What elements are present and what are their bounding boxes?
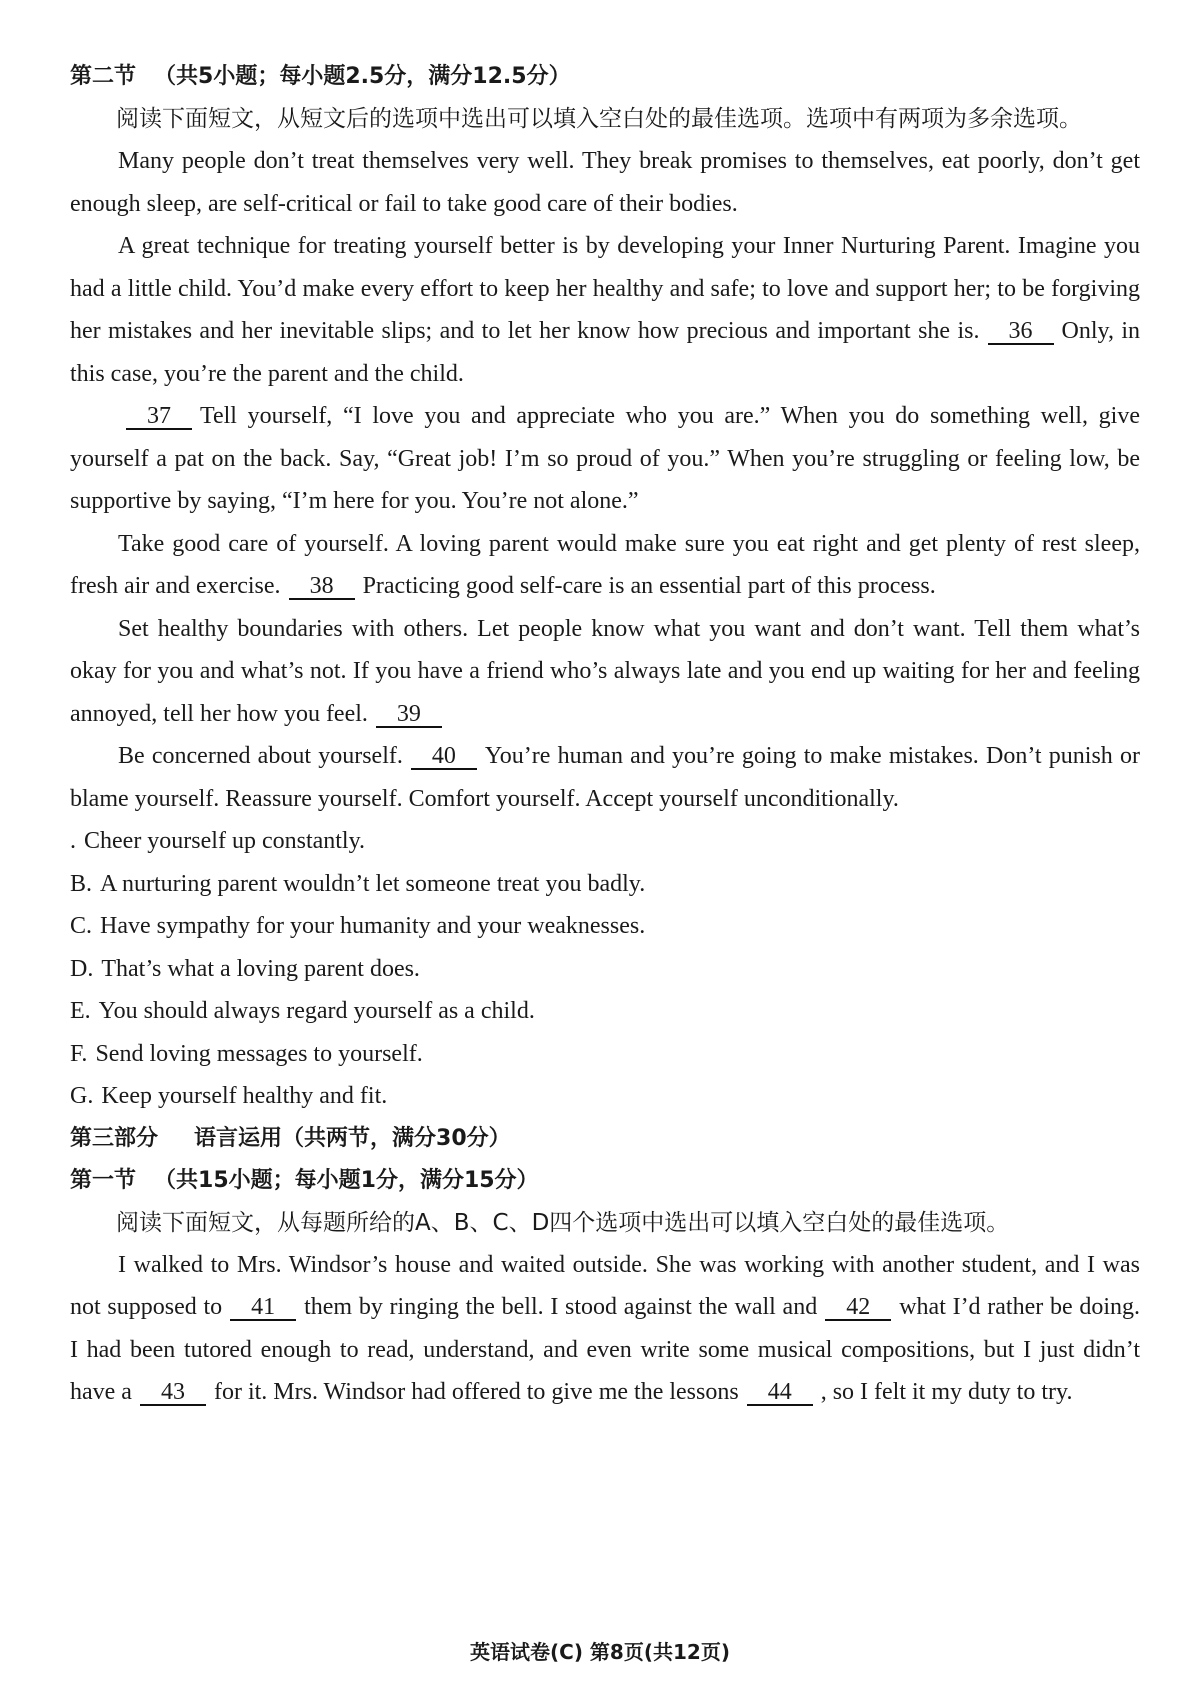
section2-heading-note: （共5小题；每小题2.5分，满分12.5分） xyxy=(154,64,571,89)
page-footer: 英语试卷(C) 第8页(共12页) xyxy=(470,1640,730,1664)
option-text: Keep yourself healthy and fit. xyxy=(101,1083,388,1109)
section2-instruction: 阅读下面短文，从短文后的选项中选出可以填入空白处的最佳选项。选项中有两项为多余选项。 xyxy=(116,106,1082,132)
blank-39: 39 xyxy=(376,702,442,728)
option-e xyxy=(70,990,1140,1033)
blank-43: 43 xyxy=(140,1380,206,1406)
section2-header xyxy=(70,56,1140,98)
option-text: Have sympathy for your humanity and your weaknesses. xyxy=(100,913,646,939)
p2-s4: for it. Mrs. Windsor had offered to give me the lessons xyxy=(213,1379,739,1405)
passage1-paragraph-2 xyxy=(70,225,1140,395)
option-b xyxy=(70,863,1140,906)
option-text: Cheer yourself up constantly. xyxy=(84,828,366,854)
passage2-paragraph-1 xyxy=(70,1244,1140,1414)
options-list xyxy=(70,820,1140,1118)
p2-s3: what I’d rather be doing. I had been tutored enough to read, understand, and even write some musical compositions, but I just didn’t have a xyxy=(70,1294,1140,1405)
p2-text-after: Only, in this case, you’re the parent and the child. xyxy=(70,318,1141,387)
option-c xyxy=(70,905,1140,948)
option-letter: E. xyxy=(70,998,91,1024)
blank-42: 42 xyxy=(825,1295,891,1321)
option-letter: . xyxy=(70,828,76,854)
p3-text-after: Tell yourself, “I love you and appreciate who you are.” When you do something well, give yourself a pat on the back. Say, “Great job! I’m so proud of you.” When you’re struggling or feeling low, be supportive by saying, “I’m here for you. You’re not alone.” xyxy=(70,403,1140,514)
blank-40: 40 xyxy=(411,744,477,770)
blank-37: 37 xyxy=(126,404,192,430)
option-g xyxy=(70,1075,1140,1118)
section1-instruction: 阅读下面短文，从每题所给的A、B、C、D四个选项中选出可以填入空白处的最佳选项。 xyxy=(116,1209,1010,1236)
p5-text-before: Set healthy boundaries with others. Let people know what you want and don’t want. Tell them what’s okay for you and what’s not. If you have a friend who’s always late and you end up waiting for her and feeling annoyed, tell her how you feel. xyxy=(70,615,1140,727)
part3-heading: 第三部分 xyxy=(70,1125,159,1151)
section1-heading-note: （共15小题；每小题1分，满分15分） xyxy=(154,1167,539,1193)
option-f xyxy=(70,1033,1140,1076)
p6-text-before: Be concerned about yourself. xyxy=(118,743,403,769)
option-text: A nurturing parent wouldn’t let someone treat you badly. xyxy=(100,870,646,897)
section2-heading: 第二节 xyxy=(70,64,137,89)
p2-s5: , so I felt it my duty to try. xyxy=(820,1379,1073,1405)
p2-text-before: A great technique for treating yourself better is by developing your Inner Nurturing Parent. Imagine you had a little child. You’d make every effort to keep her healthy and safe; to love and support her; to be forgiving her mistakes and her inevitable slips; and to let her know how precious and important she is. xyxy=(70,233,1140,344)
option-d xyxy=(70,948,1140,991)
part3-heading-note: 语言运用（共两节，满分30分） xyxy=(194,1125,511,1151)
passage1-paragraph-5 xyxy=(70,608,1140,736)
blank-38: 38 xyxy=(289,574,355,600)
part3-header xyxy=(70,1118,1140,1160)
blank-41: 41 xyxy=(230,1295,296,1321)
section1-header xyxy=(70,1160,1140,1202)
option-letter: G. xyxy=(70,1083,94,1109)
option-letter: F. xyxy=(70,1040,88,1067)
blank-44: 44 xyxy=(747,1380,813,1406)
p2-s2: them by ringing the bell. I stood against the wall and xyxy=(304,1294,818,1320)
blank-36: 36 xyxy=(988,319,1054,345)
option-letter: D. xyxy=(70,955,94,982)
option-text: That’s what a loving parent does. xyxy=(101,955,420,982)
p2-s1: I walked to Mrs. Windsor’s house and waited outside. She was working with another student, and I was not supposed to xyxy=(70,1251,1140,1320)
p6-text-after: You’re human and you’re going to make mistakes. Don’t punish or blame yourself. Reassure yourself. Comfort yourself. Accept yourself unconditionally. xyxy=(70,743,1140,812)
option-text: You should always regard yourself as a child. xyxy=(98,998,535,1024)
passage1-paragraph-6 xyxy=(70,735,1140,820)
option-a xyxy=(70,820,1140,863)
passage1-paragraph-1: Many people don’t treat themselves very well. They break promises to themselves, eat poorly, don’t get enough sleep, are self-critical or fail to take good care of their bodies. xyxy=(70,148,1140,217)
passage1-paragraph-3 xyxy=(70,395,1140,523)
p4-text-after: Practicing good self-care is an essential part of this process. xyxy=(362,573,936,599)
option-letter: C. xyxy=(70,913,93,939)
p4-text-before: Take good care of yourself. A loving parent would make sure you eat right and get plenty of rest sleep, fresh air and exercise. xyxy=(70,530,1140,599)
passage1-paragraph-4 xyxy=(70,523,1140,608)
option-letter: B. xyxy=(70,870,93,897)
section1-heading: 第一节 xyxy=(70,1167,137,1193)
option-text: Send loving messages to yourself. xyxy=(95,1040,423,1067)
